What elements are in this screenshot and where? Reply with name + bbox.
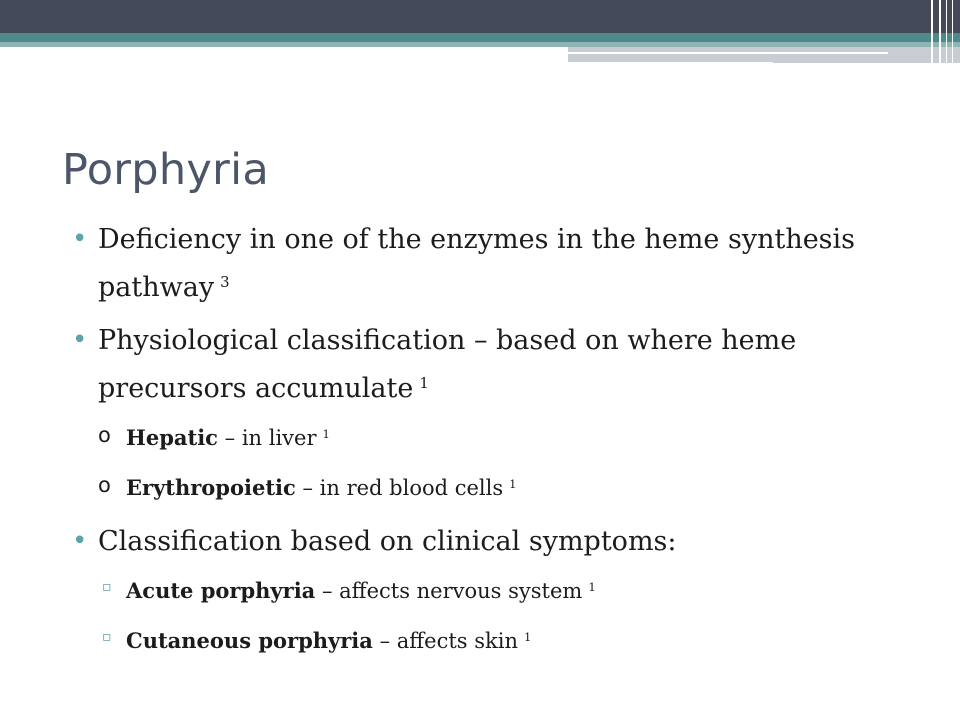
sub-bullet-text: – affects skin: [372, 628, 519, 653]
reference-number: 1: [419, 373, 429, 392]
bullet-item: [72, 218, 912, 309]
sub-bullet-item: [72, 420, 912, 452]
reference-number: 1: [524, 629, 532, 644]
circle-bullet-icon: o: [98, 422, 111, 447]
sub-bullet-term: Cutaneous porphyria: [126, 627, 373, 653]
header-decor-line: [568, 62, 773, 64]
bullet-dot-icon: •: [72, 525, 88, 556]
sub-bullet-text: – in red blood cells: [295, 475, 504, 500]
sub-bullet-term: Erythropoietic: [126, 474, 296, 500]
header-decor-line: [568, 52, 888, 54]
reference-number: 1: [322, 426, 330, 441]
header-accent-stripe: [0, 33, 960, 42]
header-decor-bar: [952, 0, 953, 64]
bullet-item: [72, 319, 912, 410]
slide-content: [72, 218, 912, 673]
header-banner: [0, 0, 960, 33]
sub-bullet-item: [72, 573, 912, 605]
header-decor-bar: [939, 0, 941, 64]
bullet-text: Classification based on clinical symptoms:: [98, 525, 677, 557]
header-grey-band: [568, 47, 960, 63]
header-decor-bar: [931, 0, 933, 64]
sub-bullet-term: Acute porphyria: [126, 577, 316, 603]
bullet-dot-icon: •: [72, 224, 88, 254]
bullet-text: Physiological classification – based on where heme precursors accumulate: [98, 324, 797, 404]
sub-bullet-text: – affects nervous system: [315, 578, 583, 603]
reference-number: 3: [220, 273, 230, 291]
square-bullet-icon: ▫: [102, 628, 112, 645]
bullet-text: Deficiency in one of the enzymes in the heme synthesis pathway: [98, 224, 856, 303]
slide-title: Porphyria: [62, 145, 270, 195]
reference-number: 1: [509, 476, 517, 491]
sub-bullet-item: [72, 623, 912, 655]
sub-bullet-term: Hepatic: [126, 424, 218, 450]
sub-bullet-text: – in liver: [217, 425, 317, 450]
sub-bullet-item: [72, 470, 912, 502]
circle-bullet-icon: o: [98, 472, 111, 497]
header-decor-bar: [946, 0, 947, 64]
square-bullet-icon: ▫: [102, 578, 112, 595]
bullet-item: [72, 520, 912, 563]
bullet-dot-icon: •: [72, 324, 88, 355]
reference-number: 1: [588, 579, 596, 594]
